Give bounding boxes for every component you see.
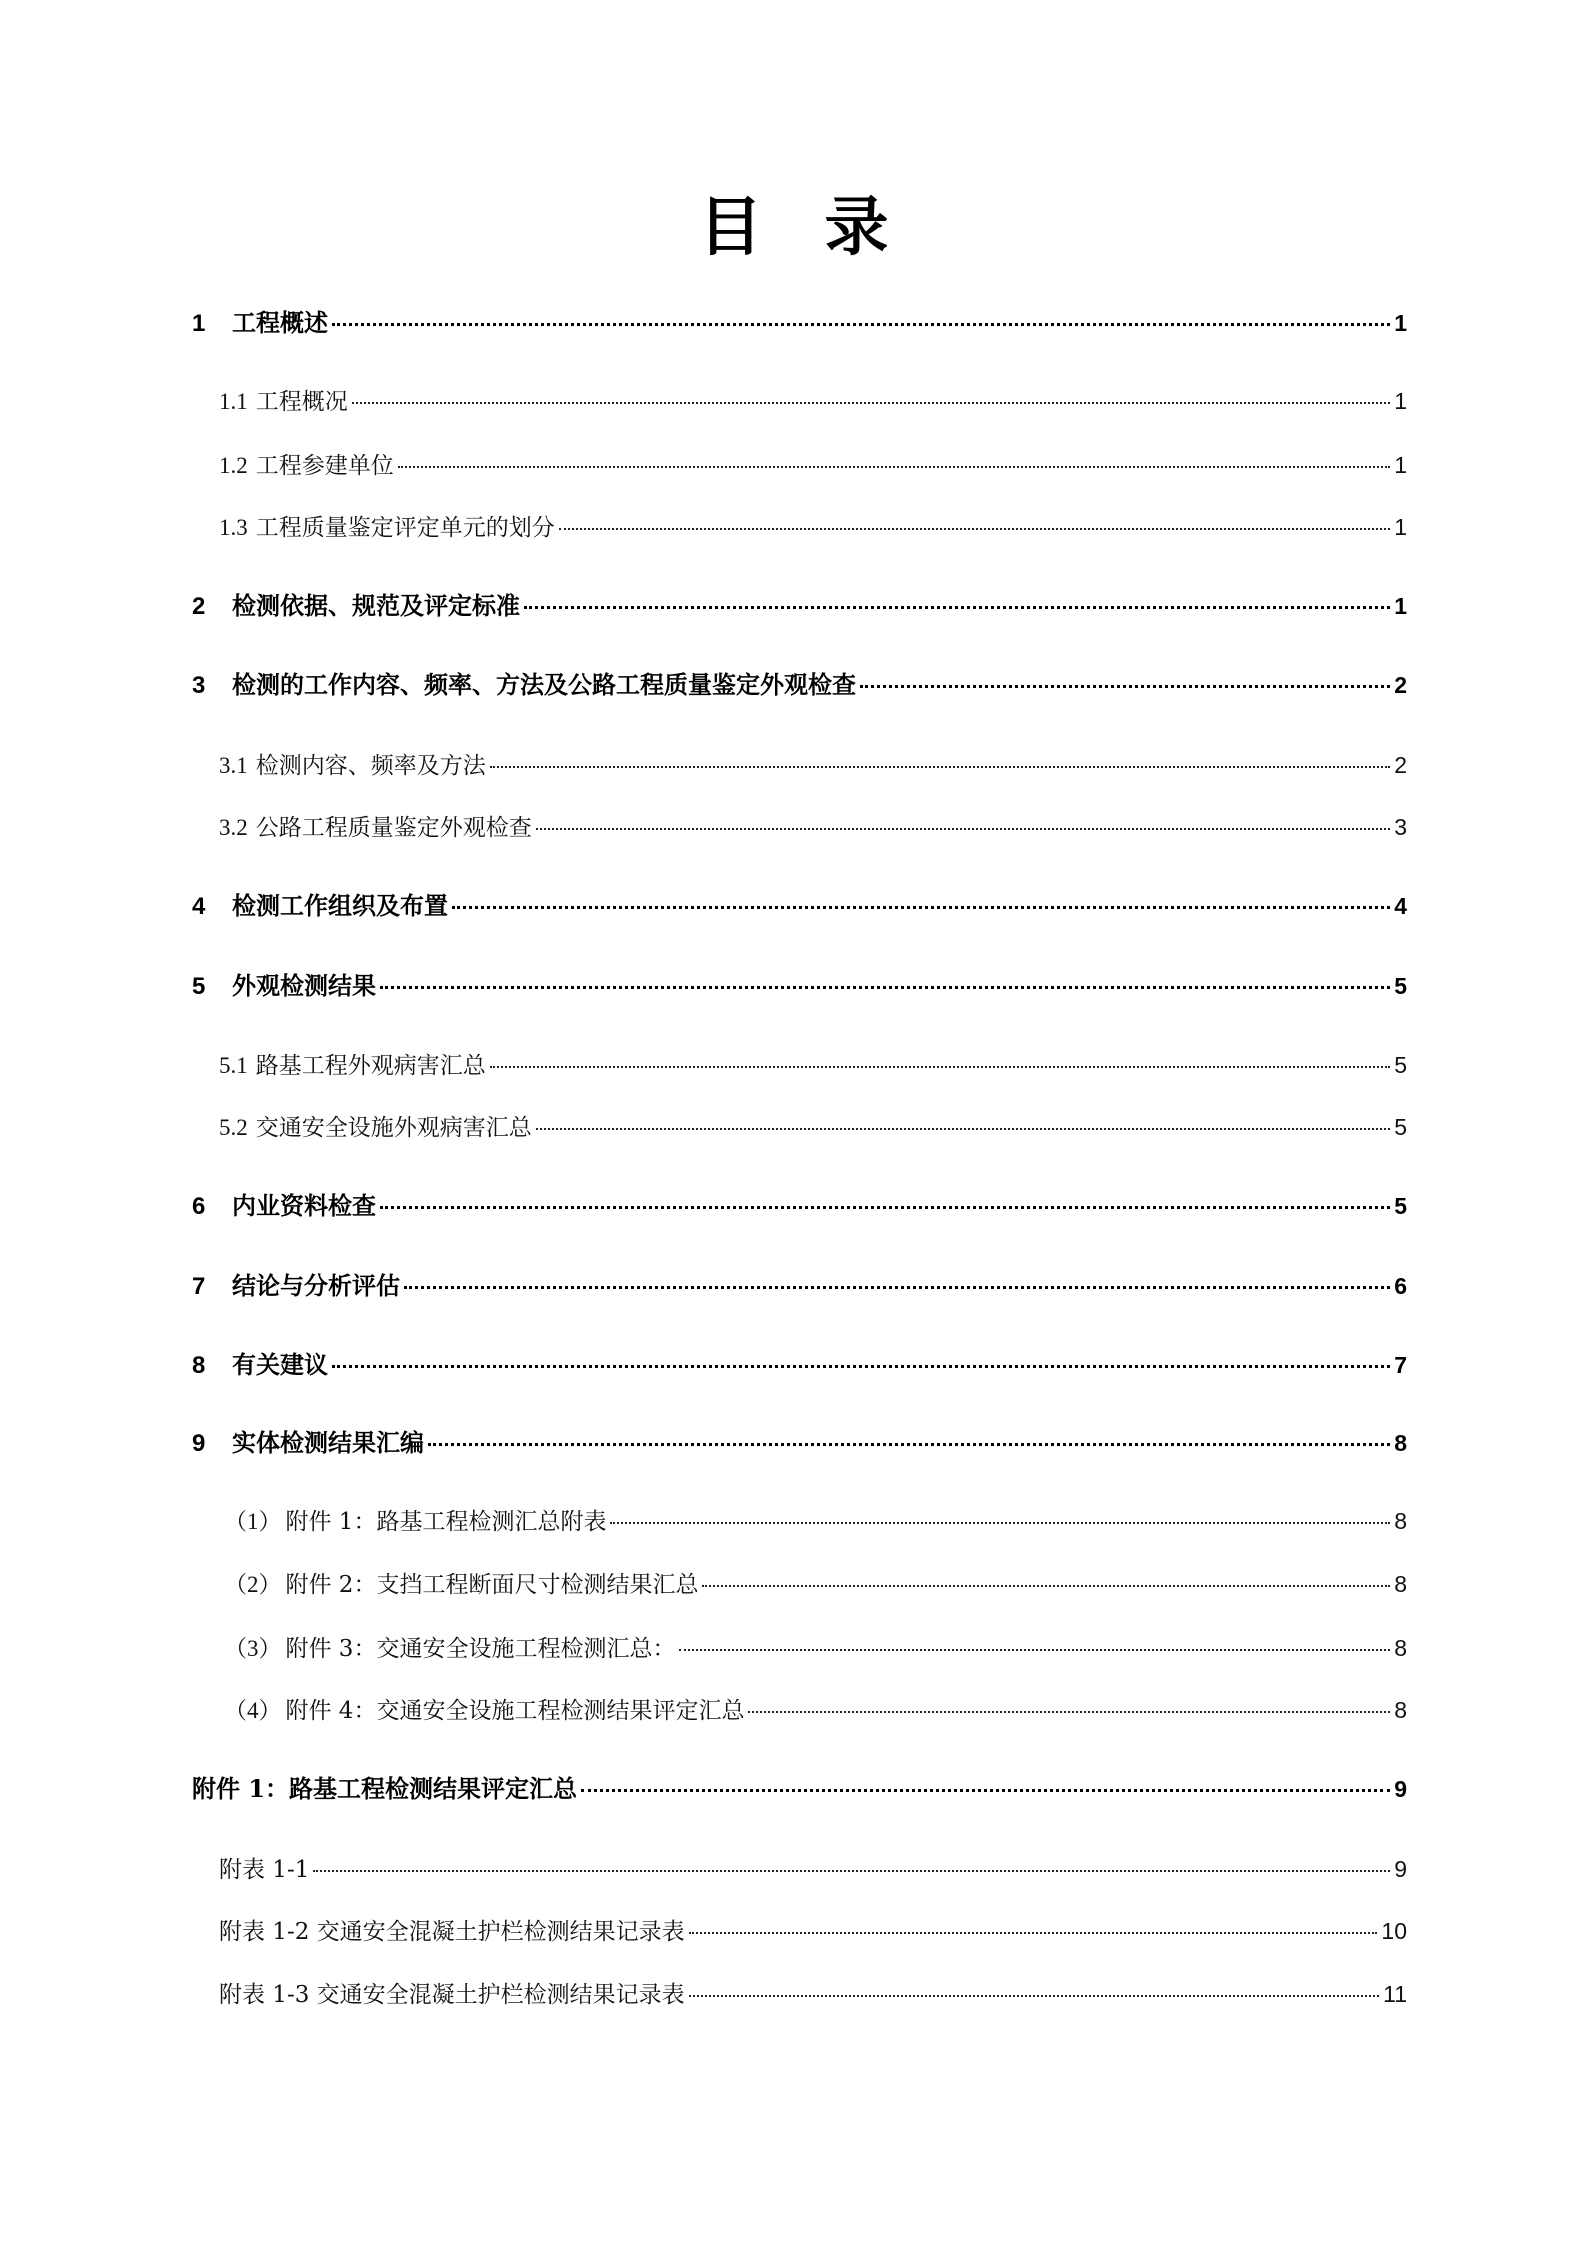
toc-entry-page: 5 (1394, 1052, 1407, 1078)
toc-entry-number: 2 (192, 593, 206, 620)
toc-entry-number: 3 (192, 672, 206, 699)
dot-leader (689, 1932, 1378, 1934)
toc-entry-page: 5 (1394, 1193, 1407, 1219)
toc-entry-number: 5 (192, 973, 206, 1000)
toc-entry-label: 交通安全设施外观病害汇总 (255, 1115, 532, 1141)
toc-entry-label: 附表 1-2 交通安全混凝土护栏检测结果记录表 (219, 1919, 685, 1945)
toc-entry-number: 8 (192, 1352, 206, 1379)
toc-entry-label: 实体检测结果汇编 (232, 1428, 424, 1457)
toc-entry-number: 4 (192, 893, 206, 920)
toc-entry-label: 有关建议 (232, 1350, 328, 1379)
toc-entry-4[interactable] (192, 888, 1407, 924)
toc-entry-number: 5.1 (219, 1053, 248, 1078)
dot-leader (581, 1789, 1390, 1792)
toc-entry-label: 工程参建单位 (255, 453, 394, 479)
dot-leader (748, 1711, 1390, 1713)
toc-entry-5-1[interactable] (219, 1047, 1407, 1083)
toc-entry-page: 5 (1394, 973, 1407, 999)
toc-entry-number: 3.2 (219, 815, 248, 840)
toc-entry-page: 1 (1394, 388, 1407, 414)
toc-entry-number: （4） (224, 1698, 282, 1723)
dot-leader (679, 1649, 1390, 1651)
dot-leader (380, 986, 1390, 989)
toc-entry-7[interactable] (192, 1268, 1407, 1304)
toc-entry-appendix-1[interactable] (192, 1771, 1407, 1807)
toc-entry-label: 附表 1-3 交通安全混凝土护栏检测结果记录表 (219, 1982, 685, 2008)
toc-entry-page: 4 (1394, 893, 1407, 919)
toc-entry-1-2[interactable] (219, 447, 1407, 483)
dot-leader (524, 606, 1390, 609)
toc-entry-label: 路基工程外观病害汇总 (255, 1053, 486, 1079)
toc-entry-9-annex-2[interactable] (224, 1566, 1407, 1602)
dot-leader (490, 1066, 1390, 1068)
toc-entry-number: 9 (192, 1430, 206, 1457)
dot-leader (536, 828, 1390, 830)
dot-leader (404, 1286, 1390, 1289)
toc-entry-page: 11 (1383, 1981, 1407, 2007)
toc-entry-label: 工程概述 (232, 308, 328, 337)
dot-leader (452, 906, 1390, 909)
dot-leader (702, 1585, 1390, 1587)
dot-leader (559, 528, 1390, 530)
dot-leader (610, 1522, 1390, 1524)
toc-entry-page: 8 (1394, 1635, 1407, 1661)
toc-entry-1-3[interactable] (219, 509, 1407, 545)
toc-entry-label: 附件 4：交通安全设施工程检测结果评定汇总 (285, 1698, 745, 1724)
toc-entry-3-2[interactable] (219, 809, 1407, 845)
dot-leader (380, 1206, 1390, 1209)
toc-entry-9-annex-4[interactable] (224, 1692, 1407, 1728)
toc-entry-page: 1 (1394, 310, 1407, 336)
toc-entry-label: 检测工作组织及布置 (232, 891, 448, 920)
toc-entry-3[interactable] (192, 667, 1407, 703)
toc-entry-page: 8 (1394, 1697, 1407, 1723)
dot-leader (313, 1870, 1390, 1872)
toc-entry-page: 10 (1381, 1918, 1407, 1944)
dot-leader (428, 1443, 1390, 1446)
toc-entry-page: 8 (1394, 1508, 1407, 1534)
toc-entry-page: 7 (1394, 1352, 1407, 1378)
dot-leader (536, 1128, 1390, 1130)
toc-entry-number: （3） (224, 1636, 282, 1661)
toc-entry-2[interactable] (192, 588, 1407, 624)
toc-entry-number: 3.1 (219, 753, 248, 778)
toc-entry-label: 外观检测结果 (232, 971, 376, 1000)
dot-leader (490, 766, 1390, 768)
toc-entry-page: 1 (1394, 593, 1407, 619)
dot-leader (332, 1365, 1390, 1368)
toc-entry-number: 5.2 (219, 1115, 248, 1140)
toc-entry-5-2[interactable] (219, 1109, 1407, 1145)
toc-entry-label: 附件 3：交通安全设施工程检测汇总： (285, 1636, 676, 1662)
toc-entry-label: 检测依据、规范及评定标准 (232, 591, 520, 620)
toc-entry-1[interactable] (192, 305, 1407, 341)
toc-entry-number: （2） (224, 1572, 282, 1597)
toc-entry-number: （1） (224, 1509, 282, 1534)
toc-entry-number: 6 (192, 1193, 206, 1220)
toc-entry-3-1[interactable] (219, 747, 1407, 783)
toc-entry-page: 2 (1394, 672, 1407, 698)
toc-entry-page: 1 (1394, 452, 1407, 478)
toc-entry-label: 附件 1：路基工程检测汇总附表 (285, 1509, 607, 1535)
toc-entry-page: 2 (1394, 752, 1407, 778)
toc-entry-label: 检测的工作内容、频率、方法及公路工程质量鉴定外观检查 (232, 670, 856, 699)
dot-leader (352, 402, 1390, 404)
toc-entry-page: 5 (1394, 1114, 1407, 1140)
dot-leader (398, 466, 1390, 468)
toc-entry-page: 9 (1394, 1776, 1407, 1802)
dot-leader (860, 685, 1390, 688)
toc-entry-table-1-1[interactable] (219, 1851, 1407, 1887)
toc-entry-6[interactable] (192, 1188, 1407, 1224)
toc-entry-table-1-3[interactable] (219, 1976, 1407, 2012)
toc-entry-label: 公路工程质量鉴定外观检查 (255, 815, 532, 841)
toc-entry-label: 工程质量鉴定评定单元的划分 (255, 515, 555, 541)
dot-leader (332, 323, 1390, 326)
toc-entry-label: 内业资料检查 (232, 1191, 376, 1220)
toc-entry-9-annex-3[interactable] (224, 1630, 1407, 1666)
toc-entry-label: 附表 1-1 (219, 1857, 310, 1883)
toc-entry-label: 检测内容、频率及方法 (255, 753, 486, 779)
toc-entry-9-annex-1[interactable] (224, 1503, 1407, 1539)
toc-entry-number: 1.1 (219, 389, 248, 414)
toc-entry-label: 工程概况 (255, 389, 348, 415)
toc-entry-label: 附件 2：支挡工程断面尺寸检测结果汇总 (285, 1572, 699, 1598)
toc-entry-1-1[interactable] (219, 383, 1407, 419)
toc-entry-page: 6 (1394, 1273, 1407, 1299)
toc-entry-page: 1 (1394, 514, 1407, 540)
toc-entry-number: 1.3 (219, 515, 248, 540)
toc-entry-label: 附件 1：路基工程检测结果评定汇总 (192, 1774, 578, 1803)
toc-entry-5[interactable] (192, 968, 1407, 1004)
title-char-1: 目 (698, 190, 763, 265)
toc-entry-page: 9 (1394, 1856, 1407, 1882)
toc-entry-number: 1 (192, 310, 206, 337)
toc-entry-table-1-2[interactable] (219, 1913, 1407, 1949)
title-char-2: 录 (824, 190, 889, 265)
toc-entry-page: 8 (1394, 1430, 1407, 1456)
toc-entry-label: 结论与分析评估 (232, 1271, 400, 1300)
toc-entry-page: 3 (1394, 814, 1407, 840)
toc-entry-9[interactable] (192, 1425, 1407, 1461)
toc-entry-page: 8 (1394, 1571, 1407, 1597)
toc-entry-number: 7 (192, 1273, 206, 1300)
toc-entry-8[interactable] (192, 1347, 1407, 1383)
toc-entry-number: 1.2 (219, 453, 248, 478)
dot-leader (689, 1995, 1379, 1997)
page-title (0, 188, 1587, 268)
